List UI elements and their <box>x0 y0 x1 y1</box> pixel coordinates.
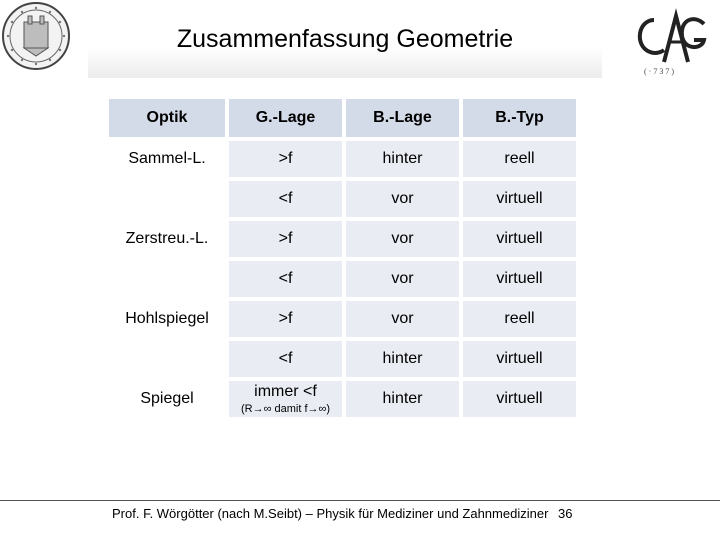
svg-text:( · 7 3 7 ): ( · 7 3 7 ) <box>644 67 674 76</box>
g-lage-cell: >f <box>229 141 342 177</box>
b-typ-cell: virtuell <box>463 341 576 377</box>
b-typ-cell: reell <box>463 301 576 337</box>
g-lage-note: (R→∞ damit f→∞) <box>240 402 331 415</box>
optik-cell <box>109 181 225 217</box>
table-header-row <box>109 99 576 137</box>
institute-logo-icon <box>624 6 714 78</box>
g-lage-cell: >f <box>229 221 342 257</box>
page-number: 36 <box>558 506 573 521</box>
header-b-typ: B.-Typ <box>463 99 576 137</box>
footer-credit: Prof. F. Wörgötter (nach M.Seibt) – Physik für Mediziner und Zahnmediziner <box>112 506 549 521</box>
b-typ-cell: virtuell <box>463 221 576 257</box>
footer <box>112 506 573 522</box>
optics-summary-table <box>105 95 580 421</box>
g-lage-cell: <f <box>229 261 342 297</box>
b-typ-cell: virtuell <box>463 181 576 217</box>
g-lage-value: immer <f <box>254 382 317 400</box>
slide-title: Zusammenfassung Geometrie <box>176 25 514 53</box>
table-row <box>109 261 576 297</box>
g-lage-cell <box>229 381 342 417</box>
b-lage-cell: vor <box>346 261 459 297</box>
optik-cell: Zerstreu.-L. <box>125 230 209 247</box>
table-row <box>109 381 576 417</box>
optik-cell: Spiegel <box>140 390 194 407</box>
optik-cell <box>109 261 225 297</box>
b-lage-cell: hinter <box>346 381 459 417</box>
table-row <box>109 341 576 377</box>
b-typ-cell: virtuell <box>463 381 576 417</box>
header-optik: Optik <box>109 99 225 137</box>
g-lage-cell: <f <box>229 181 342 217</box>
table-row <box>109 141 576 177</box>
b-lage-cell: vor <box>346 181 459 217</box>
b-lage-cell: hinter <box>346 341 459 377</box>
g-lage-cell: <f <box>229 341 342 377</box>
table-row <box>109 221 576 257</box>
optik-cell: Sammel-L. <box>128 150 206 167</box>
b-typ-cell: virtuell <box>463 261 576 297</box>
header-b-lage: B.-Lage <box>346 99 459 137</box>
table-row <box>109 301 576 337</box>
b-lage-cell: vor <box>346 221 459 257</box>
footer-divider <box>0 500 720 501</box>
university-seal-icon <box>0 0 72 72</box>
optik-cell <box>109 341 225 377</box>
header-g-lage: G.-Lage <box>229 99 342 137</box>
table-row <box>109 181 576 217</box>
optik-cell: Hohlspiegel <box>125 310 209 327</box>
b-lage-cell: hinter <box>346 141 459 177</box>
b-typ-cell: reell <box>463 141 576 177</box>
g-lage-cell: >f <box>229 301 342 337</box>
b-lage-cell: vor <box>346 301 459 337</box>
